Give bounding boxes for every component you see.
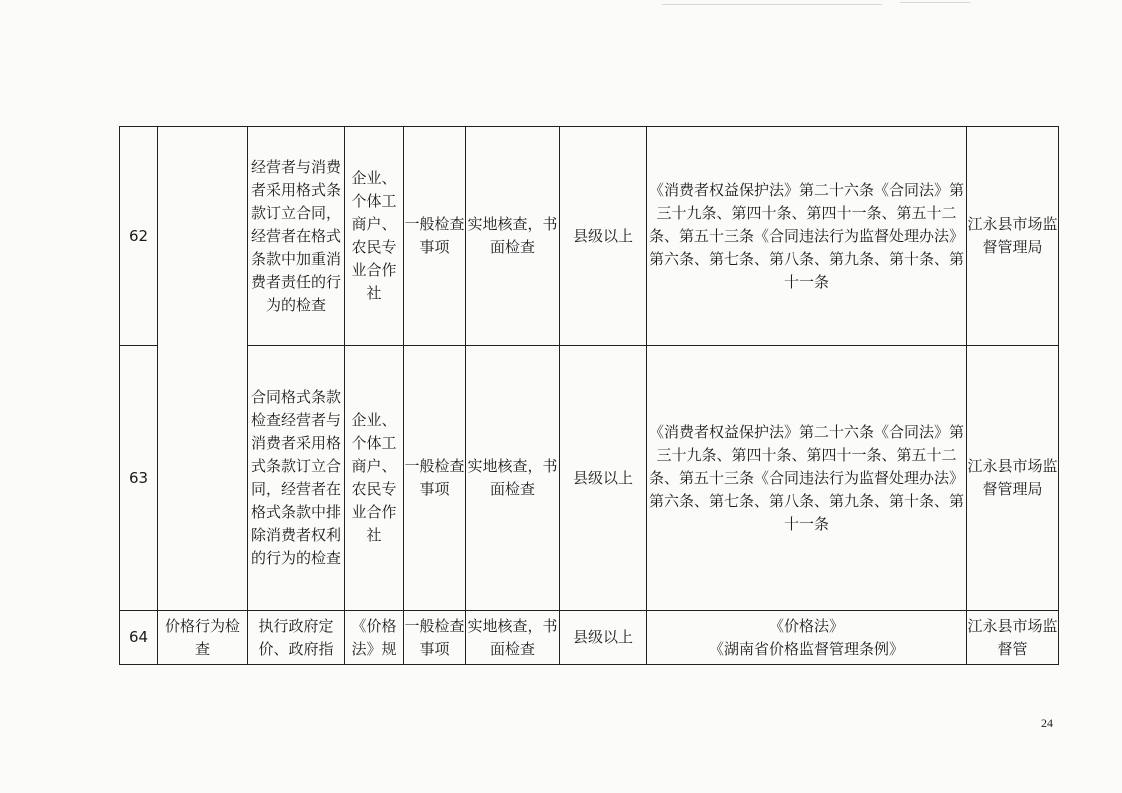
inspection-table [119,126,1059,665]
inspection-method: 实地核查，书面检查 [466,127,560,346]
inspection-subject: 企业、个体工商户、农民专业合作社 [345,127,404,346]
legal-basis-line: 《湖南省价格监督管理条例》 [708,639,904,658]
table-row [120,346,1059,611]
legal-basis [647,611,967,665]
inspection-item: 执行政府定价、政府指 [248,611,345,665]
inspection-subject: 《价格法》规 [345,611,404,665]
responsible-dept: 江永县市场监督管理局 [967,127,1059,346]
inspection-item: 经营者与消费者采用格式条款订立合同，经营者在格式条款中加重消费者责任的行为的检查 [248,127,345,346]
category-cell [158,127,248,611]
row-number: 63 [120,346,158,611]
inspection-subject: 企业、个体工商户、农民专业合作社 [345,346,404,611]
table-row [120,611,1059,665]
inspection-method: 实地核查，书面检查 [466,346,560,611]
table-row [120,127,1059,346]
row-number: 64 [120,611,158,665]
responsible-dept: 江永县市场监督管 [967,611,1059,665]
page-number: 24 [1041,716,1053,730]
responsible-dept: 江永县市场监督管理局 [967,346,1059,611]
inspection-level: 县级以上 [560,346,647,611]
inspection-level: 县级以上 [560,127,647,346]
inspection-item: 合同格式条款检查经营者与消费者采用格式条款订立合同，经营者在格式条款中排除消费者权利的行为的检查 [248,346,345,611]
legal-basis: 《消费者权益保护法》第二十六条《合同法》第三十九条、第四十条、第四十一条、第五十二条、第五十三条《合同违法行为监督处理办法》第六条、第七条、第八条、第九条、第十条、第十一条 [647,127,967,346]
inspection-method: 实地核查，书面检查 [466,611,560,665]
legal-basis: 《消费者权益保护法》第二十六条《合同法》第三十九条、第四十条、第四十一条、第五十二条、第五十三条《合同违法行为监督处理办法》第六条、第七条、第八条、第九条、第十条、第十一条 [647,346,967,611]
category-cell: 价格行为检查 [158,611,248,665]
inspection-type: 一般检查事项 [404,611,466,665]
scan-mark [662,4,882,5]
inspection-level: 县级以上 [560,611,647,665]
row-number: 62 [120,127,158,346]
scan-mark [900,2,970,3]
inspection-type: 一般检查事项 [404,346,466,611]
inspection-type: 一般检查事项 [404,127,466,346]
legal-basis-line: 《价格法》 [768,616,844,635]
